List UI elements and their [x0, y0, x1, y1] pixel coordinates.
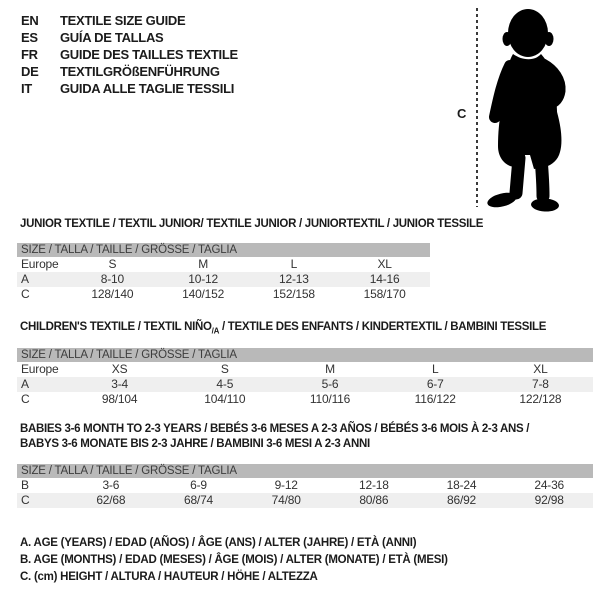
footnote-list	[20, 535, 448, 586]
language-item	[21, 63, 238, 80]
table-cell: XL	[377, 257, 392, 271]
table-cell: 3-4	[111, 377, 128, 391]
table-cell: 10-12	[188, 272, 218, 286]
language-code: IT	[21, 81, 32, 96]
table-row	[17, 392, 593, 407]
size-table-junior	[17, 217, 484, 307]
table-cell: M	[198, 257, 209, 271]
language-item	[21, 12, 238, 29]
height-measure-label: C	[457, 106, 467, 121]
table-cell: 140/152	[182, 287, 225, 301]
table-cell: 86/92	[447, 493, 477, 507]
table-cell: L	[431, 362, 439, 376]
language-item	[21, 46, 238, 63]
table-rows	[17, 257, 430, 302]
footnote: A. AGE (YEARS) / EDAD (AÑOS) / ÂGE (ANS) / ALTER (JAHRE) / ETÀ (ANNI)	[20, 537, 417, 549]
language-title: TEXTILE SIZE GUIDE	[60, 13, 186, 28]
table-cell: 12-18	[359, 478, 389, 492]
language-item	[21, 80, 238, 97]
row-label: C	[21, 287, 30, 301]
row-label: C	[21, 493, 30, 507]
table-rows	[17, 478, 593, 508]
table-cell: L	[290, 257, 298, 271]
table-cell: 18-24	[446, 478, 477, 492]
row-label: A	[21, 377, 29, 391]
table-row	[17, 478, 593, 493]
language-title-list	[21, 12, 238, 97]
language-title: TEXTILGRÖßENFÜHRUNG	[60, 64, 220, 79]
language-title: GUIDA ALLE TAGLIE TESSILI	[60, 81, 235, 96]
table-cell: XS	[111, 362, 128, 376]
table-cell: 92/98	[534, 493, 564, 507]
table-row	[17, 377, 593, 392]
table-cell: S	[220, 362, 229, 376]
table-size-header: SIZE / TALLA / TAILLE / GRÖSSE / TAGLIA	[17, 464, 593, 478]
language-code: FR	[21, 47, 38, 62]
row-label: Europe	[21, 257, 59, 271]
size-table-babies	[17, 422, 593, 512]
table-cell: 4-5	[216, 377, 234, 391]
table-cell: XL	[533, 362, 548, 376]
table-cell: 152/158	[272, 287, 315, 301]
table-row	[17, 362, 593, 377]
table-row	[17, 257, 430, 272]
footnote: B. AGE (MONTHS) / EDAD (MESES) / ÂGE (MOIS) / ALTER (MONATE) / ETÀ (MESI)	[20, 554, 448, 566]
table-cell: 24-36	[534, 478, 565, 492]
table-cell: 98/104	[101, 392, 138, 406]
table-cell: 62/68	[96, 493, 126, 507]
row-label: A	[21, 272, 29, 286]
table-cell: 14-16	[369, 272, 400, 286]
table-size-header: SIZE / TALLA / TAILLE / GRÖSSE / TAGLIA	[17, 348, 593, 362]
table-cell: 8-10	[100, 272, 124, 286]
footnote: C. (cm) HEIGHT / ALTURA / HAUTEUR / HÖHE / ALTEZZA	[20, 571, 318, 583]
table-row	[17, 287, 430, 302]
table-cell: 6-9	[190, 478, 207, 492]
table-cell: 74/80	[271, 493, 301, 507]
language-item	[21, 29, 238, 46]
table-cell: 3-6	[102, 478, 120, 492]
table-cell: 128/140	[91, 287, 134, 301]
table-cell: 80/86	[359, 493, 389, 507]
language-code: DE	[21, 64, 39, 79]
table-row	[17, 493, 593, 508]
table-rows	[17, 362, 593, 407]
table-cell: 158/170	[363, 287, 406, 301]
table-cell: 5-6	[321, 377, 339, 391]
language-title: GUIDE DES TAILLES TEXTILE	[60, 47, 238, 62]
row-label: B	[21, 478, 29, 492]
table-cell: S	[108, 257, 117, 271]
row-label: Europe	[21, 362, 59, 376]
language-code: ES	[21, 30, 38, 45]
table-cell: 12-13	[279, 272, 309, 286]
table-size-header: SIZE / TALLA / TAILLE / GRÖSSE / TAGLIA	[17, 243, 430, 257]
size-table-children	[17, 320, 593, 410]
toddler-silhouette-icon	[475, 0, 600, 215]
table-cell: M	[325, 362, 335, 376]
table-cell: 104/110	[204, 392, 246, 406]
language-code: EN	[21, 13, 39, 28]
table-cell: 116/122	[414, 392, 456, 406]
table-cell: 9-12	[274, 478, 298, 492]
table-cell: 6-7	[426, 377, 444, 391]
table-cell: 122/128	[519, 392, 562, 406]
table-cell: 68/74	[183, 493, 214, 507]
table-cell: 7-8	[532, 377, 549, 391]
table-title: CHILDREN'S TEXTILE / TEXTIL $NIÑO_{/A}$ / TEXTILE DES ENFANTS / KINDERTEXTIL / BAMBINI TESSILE	[20, 321, 547, 336]
table-row	[17, 272, 430, 287]
row-label: C	[21, 392, 30, 406]
language-title: GUÍA DE TALLAS	[60, 30, 164, 45]
table-title: BABIES 3-6 MONTH TO 2-3 YEARS / BEBÉS 3-6 MESES A 2-3 AÑOS / BÉBÉS 3-6 MOIS À 2-3 ANS / BABYS 3-6 MONATE BIS 2-3 JAHRE / BAMBINI 3-6 MESI A 2-3 ANNI	[20, 423, 530, 450]
table-cell: 110/116	[309, 392, 351, 406]
table-title: JUNIOR TEXTILE / TEXTIL JUNIOR/ TEXTILE JUNIOR / JUNIORTEXTIL / JUNIOR TESSILE	[20, 218, 484, 230]
